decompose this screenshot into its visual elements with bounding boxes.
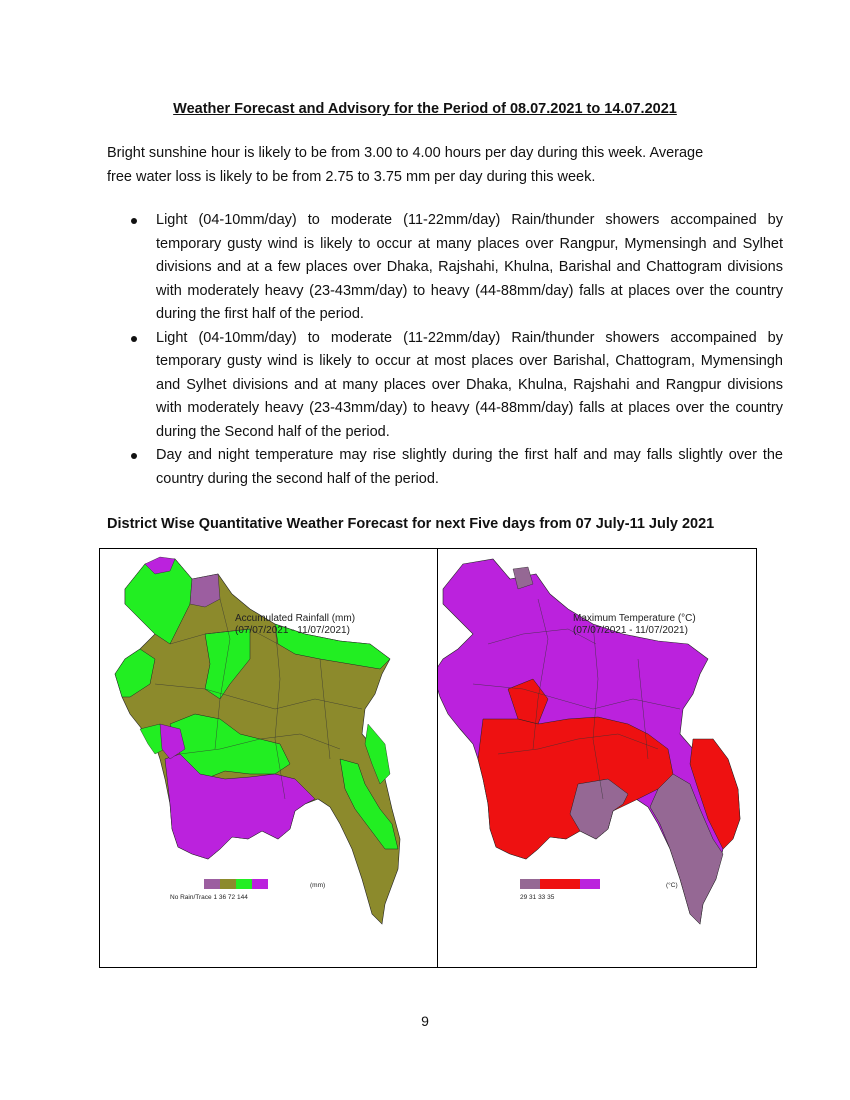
- rainfall-legend-labels: No Rain/Trace 1 36 72 144: [170, 894, 248, 901]
- legend-swatch: [560, 879, 580, 889]
- legend-swatch: [236, 879, 252, 889]
- rainfall-legend: [204, 879, 268, 889]
- advisory-item: Day and night temperature may rise slightly during the first half and may falls slightly over the country during the second half of the period.: [107, 444, 783, 491]
- intro-line-1: Bright sunshine hour is likely to be from 3.00 to 4.00 hours per day during this week. Average: [107, 145, 704, 161]
- temperature-legend: [520, 879, 600, 889]
- intro-line-2: free water loss is likely to be from 2.75 to 3.75 mm per day during this week.: [107, 168, 596, 185]
- legend-swatch: [252, 879, 268, 889]
- bullet-icon: [131, 218, 137, 224]
- legend-swatch: [540, 879, 560, 889]
- legend-swatch: [220, 879, 236, 889]
- advisory-item: Light (04-10mm/day) to moderate (11-22mm/day) Rain/thunder showers accompained by temporary gusty wind is likely to occur at many places over Rangpur, Mymensingh and Sylhet divisions and at a few places over Dhaka, Rajshahi, Khulna, Barishal and Chattogram divisions with moderately heavy (23-43mm/day) to heavy (44-88mm/day) falls at places over the country during the first half of the period.: [107, 209, 783, 327]
- advisory-item: Light (04-10mm/day) to moderate (11-22mm/day) Rain/thunder showers accompained by temporary gusty wind is likely to occur at most places over Barishal, Chattogram, Mymensingh and Sylhet divisions and at many places over Dhaka, Khulna, Rajshahi and Rangpur divisions with moderately heavy (23-43mm/day) to heavy (44-88mm/day) falls at places over the country during the Second half of the period.: [107, 327, 783, 445]
- forecast-maps: [99, 548, 757, 968]
- intro-paragraph: [107, 142, 747, 189]
- temperature-map-title: Maximum Temperature (°C) (07/07/2021 - 11/07/2021): [573, 613, 696, 636]
- legend-swatch: [204, 879, 220, 889]
- legend-swatch: [580, 879, 600, 889]
- bullet-icon: [131, 336, 137, 342]
- temperature-map-panel: [438, 549, 756, 967]
- legend-swatch: [520, 879, 540, 889]
- bullet-icon: [131, 453, 137, 459]
- temperature-map-image: [438, 549, 756, 969]
- rainfall-map-panel: [100, 549, 438, 967]
- advisory-list: [107, 209, 783, 491]
- rainfall-map-image: [100, 549, 438, 969]
- rainfall-unit: (mm): [310, 882, 326, 889]
- rainfall-map-title: Accumulated Rainfall (mm) (07/07/2021 - 11/07/2021): [235, 613, 356, 636]
- temperature-legend-labels: 29 31 33 35: [520, 894, 555, 901]
- page-title: Weather Forecast and Advisory for the Period of 08.07.2021 to 14.07.2021: [173, 101, 677, 117]
- section-heading: District Wise Quantitative Weather Forecast for next Five days from 07 July-11 July 2021: [107, 516, 715, 532]
- page-number: 9: [421, 1013, 429, 1029]
- temperature-unit: (°C): [666, 882, 678, 889]
